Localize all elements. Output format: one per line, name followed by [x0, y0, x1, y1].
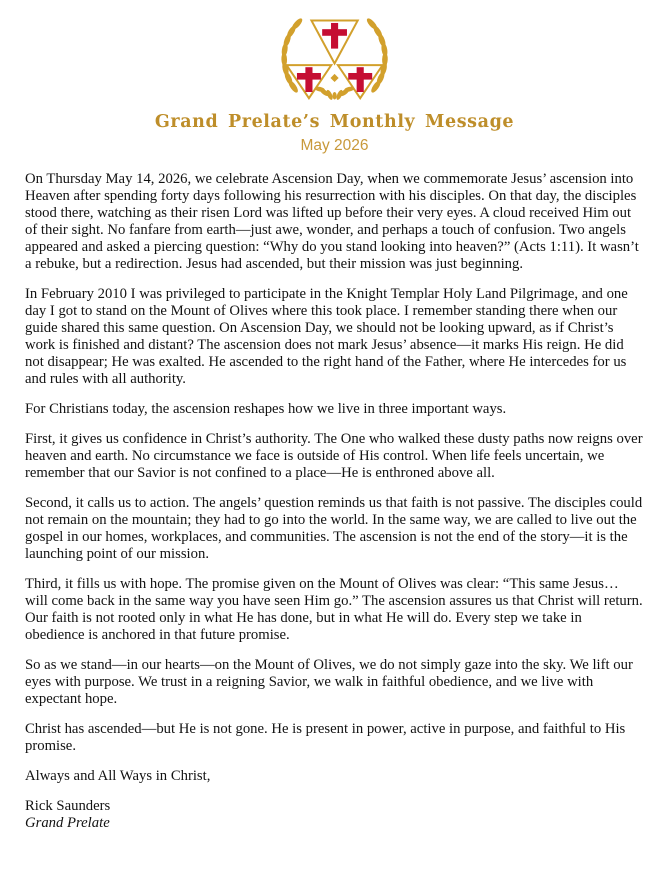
knights-templar-emblem-icon [280, 18, 389, 104]
paragraph: Second, it calls us to action. The angels’ question reminds us that faith is not passive. The disciples could not remain on the mountain; they had to go into the world. In the same way, we are called to live out the gospel in our homes, workplaces, and communities. The ascension is not the end of the story—it is the launching point of our mission. [25, 495, 643, 562]
page-title: Grand Prelate’s Monthly Message [154, 112, 515, 132]
signature-block [25, 798, 644, 832]
paragraphs [25, 171, 644, 755]
paragraph: Third, it fills us with hope. The promise given on the Mount of Olives was clear: “This same Jesus… will come back in the same way you have seen Him go.” The ascension assures us that Christ will return. Our faith is not rooted only in what He has done, but in what He will do. Every step we take in obedience is anchored in that future promise. [25, 576, 643, 643]
message-body [25, 171, 644, 832]
issue-date: May 2026 [300, 137, 369, 154]
closing-line: Always and All Ways in Christ, [25, 768, 211, 784]
signature-name: Rick Saunders [25, 798, 111, 814]
paragraph: For Christians today, the ascension reshapes how we live in three important ways. [25, 401, 507, 417]
document-header [0, 0, 669, 155]
templar-triangle-cross-icon [311, 20, 357, 63]
paragraph: First, it gives us confidence in Christ’s authority. The One who walked these dusty paths now reigns over heaven and earth. No circumstance we face is outside of His control. When life feels uncertain, we remember that our Savior is not confined to a place—He is enthroned above all. [25, 431, 643, 481]
paragraph: On Thursday May 14, 2026, we celebrate Ascension Day, when we commemorate Jesus’ ascension into Heaven after spending forty days following his resurrection with his disciples. On that day, the disciples stood there, watching as their risen Lord was lifted up before their very eyes. A cloud received Him out of their sight. No fanfare from earth—just awe, wonder, and perhaps a touch of confusion. Two angels appeared and asked a piercing question: “Why do you stand looking into heaven?” (Acts 1:11). It wasn’t a rebuke, but a redirection. Jesus had ascended, but their mission was just beginning. [25, 171, 639, 272]
paragraph: In February 2010 I was privileged to participate in the Knight Templar Holy Land Pilgrimage, and one day I got to stand on the Mount of Olives where this took place. I remember standing there when our guide shared this same question. On Ascension Day, we should not be looking upward, as if Christ’s work is finished and distant? The ascension does not mark Jesus’ absence—it marks His reign. He did not disappear; He was exalted. He ascended to the right hand of the Father, where He intercedes for us and rules with all authority. [25, 286, 628, 387]
paragraph: So as we stand—in our hearts—on the Mount of Olives, we do not simply gaze into the sky. We lift our eyes with purpose. We trust in a reigning Savior, we walk in faithful obedience, and we live with expectant hope. [25, 657, 633, 707]
paragraph: Christ has ascended—but He is not gone. He is present in power, active in purpose, and faithful to His promise. [25, 721, 626, 754]
signature-title: Grand Prelate [25, 815, 110, 831]
